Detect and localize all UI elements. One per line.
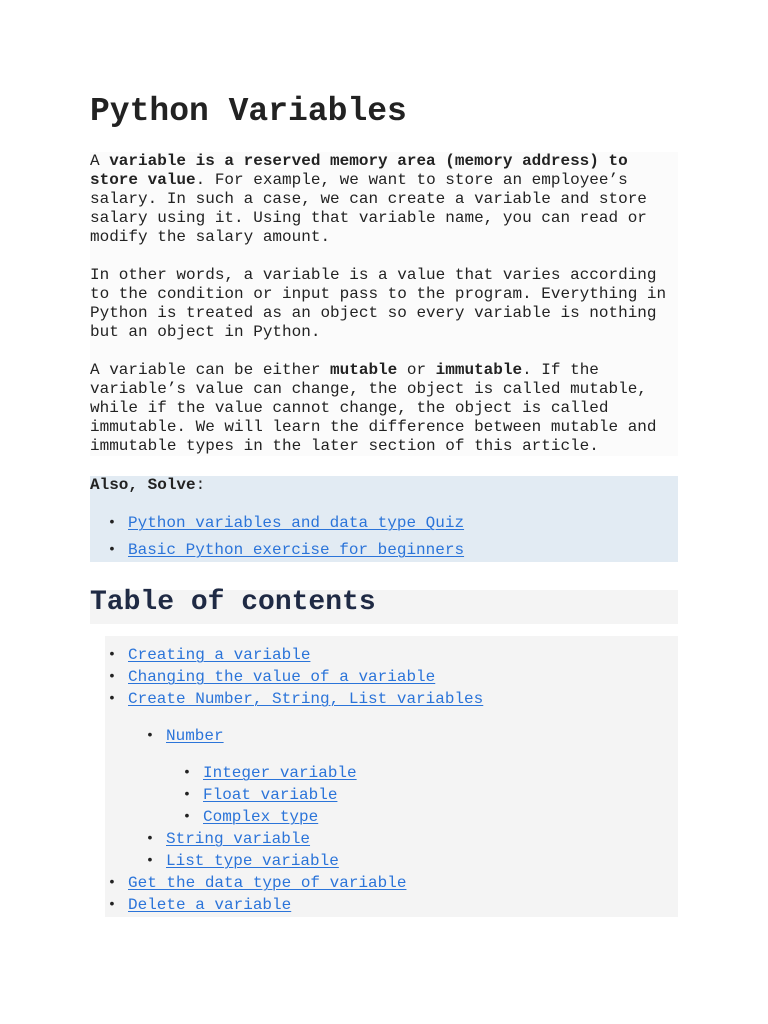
also-solve-label [90,476,205,495]
p1-prefix: A [90,152,110,170]
intro-section [90,152,678,456]
p1-bold-definition: variable is a reserved memory area (memory address) to store value [90,152,628,189]
link-variables-quiz[interactable]: Python variables and data type Quiz [128,514,465,532]
also-solve-label-text: Also, Solve [90,476,196,494]
toc-link-float[interactable]: Float variable [203,786,338,804]
bullet: • [107,515,117,531]
toc-item [107,668,436,687]
mutable-term: mutable [330,361,398,379]
toc-link-create-types[interactable]: Create Number, String, List variables [128,690,484,708]
bullet: • [145,853,155,869]
bullet: • [182,809,192,825]
bullet: • [182,787,192,803]
list-item [107,514,465,533]
link-basic-exercise[interactable]: Basic Python exercise for beginners [128,541,465,559]
bullet: • [145,728,155,744]
bullet: • [182,765,192,781]
toc-link-get-type[interactable]: Get the data type of variable [128,874,407,892]
toc-link-delete[interactable]: Delete a variable [128,896,292,914]
page-title: Python Variables [90,93,407,130]
bullet: • [107,669,117,685]
toc-link-number[interactable]: Number [166,727,224,745]
list-item [107,541,465,560]
toc-item [107,896,292,915]
bullet: • [107,897,117,913]
toc-link-complex[interactable]: Complex type [203,808,319,826]
also-solve-colon: : [195,476,206,494]
toc-link-changing-value[interactable]: Changing the value of a variable [128,668,436,686]
immutable-term: immutable [435,361,523,379]
also-solve-box [90,476,678,562]
toc-link-creating-variable[interactable]: Creating a variable [128,646,311,664]
bullet: • [107,542,117,558]
intro-paragraph-1 [90,152,678,247]
toc-heading-box [90,587,678,624]
toc-item [182,808,319,827]
toc-item [145,727,224,746]
bullet: • [145,831,155,847]
table-of-contents [105,636,678,917]
toc-item [145,830,311,849]
toc-item [107,690,484,709]
toc-link-list[interactable]: List type variable [166,852,339,870]
toc-item [145,852,339,871]
bullet: • [107,875,117,891]
toc-item [107,646,311,665]
bullet: • [107,691,117,707]
p3-suffix: . If the variable’s value can change, the object is called mutable, while if the value cannot change, the object is called immutable. We will learn the difference between mutable and immutable types in the later section of this article. [90,361,657,455]
p3-or: or [397,361,436,379]
toc-item [182,786,338,805]
intro-paragraph-3 [90,361,678,456]
toc-link-integer[interactable]: Integer variable [203,764,357,782]
p3-prefix: A variable can be either [90,361,331,379]
toc-item [107,874,407,893]
p1-suffix: . For example, we want to store an employee’s salary. In such a case, we can create a variable and store salary using it. Using that variable name, you can read or modify the salary amount. [90,171,647,246]
intro-paragraph-2: In other words, a variable is a value that varies according to the condition or input pass to the program. Everything in Python is treated as an object so every variable is nothing but an object in Python. [90,266,667,341]
toc-heading: Table of contents [90,587,376,618]
toc-link-string[interactable]: String variable [166,830,311,848]
bullet: • [107,647,117,663]
toc-item [182,764,357,783]
